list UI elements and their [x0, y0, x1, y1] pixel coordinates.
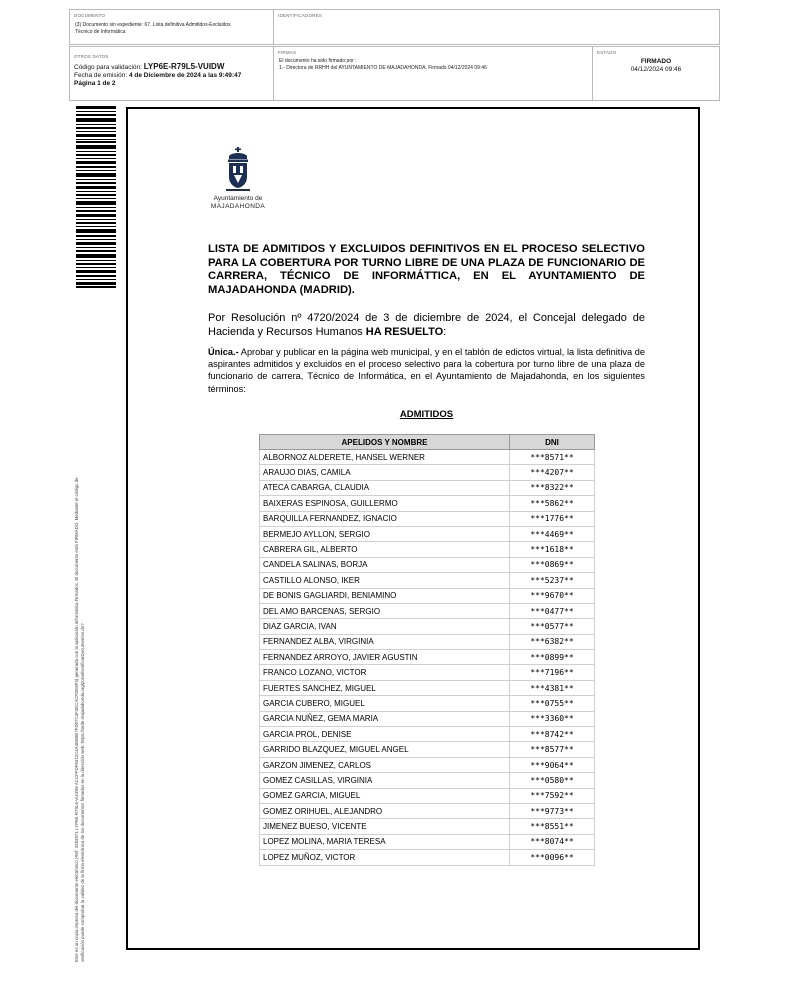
estado-date: 04/12/2024 09:46: [630, 66, 682, 73]
cell-name: CASTILLO ALONSO, IKER: [260, 573, 510, 588]
cell-name: GARCIA PROL, DENISE: [260, 727, 510, 742]
cell-name: CANDELA SALINAS, BORJA: [260, 557, 510, 572]
table-row: [260, 634, 595, 649]
header-identificadores-box: [273, 9, 720, 45]
cell-name: JIMENEZ BUESO, VICENTE: [260, 819, 510, 834]
cell-name: FRANCO LOZANO, VICTOR: [260, 665, 510, 680]
cell-dni: ***7196**: [510, 665, 595, 680]
column-header-name: APELIDOS Y NOMBRE: [260, 435, 510, 450]
table-row: [260, 542, 595, 557]
cell-name: CABRERA GIL, ALBERTO: [260, 542, 510, 557]
resolution-text: Por Resolución nº 4720/2024 de 3 de diciembre de 2024, el Concejal delegado de Hacienda y Recursos Humanos: [208, 312, 645, 338]
cell-dni: ***8571**: [510, 450, 595, 465]
unica-paragraph: [208, 346, 645, 395]
cell-name: BAIXERAS ESPINOSA, GUILLERMO: [260, 496, 510, 511]
table-row: [260, 803, 595, 818]
table-row: [260, 788, 595, 803]
firmas-label: FIRMAS: [278, 50, 297, 55]
cell-name: BERMEJO AYLLON, SERGIO: [260, 526, 510, 541]
unica-label: Única.-: [208, 347, 239, 357]
table-row: [260, 603, 595, 618]
cell-dni: ***0096**: [510, 850, 595, 865]
cell-name: ARAUJO DIAS, CAMILA: [260, 465, 510, 480]
cell-dni: ***4469**: [510, 526, 595, 541]
cell-dni: ***7592**: [510, 788, 595, 803]
cell-dni: ***0899**: [510, 650, 595, 665]
crown-crest-icon: [225, 147, 251, 193]
table-row: [260, 450, 595, 465]
codigo-label: Código para validación:: [74, 64, 142, 71]
table-row: [260, 465, 595, 480]
table-row: [260, 526, 595, 541]
header-estado-box: [592, 46, 720, 101]
cell-name: BARQUILLA FERNANDEZ, IGNACIO: [260, 511, 510, 526]
cell-dni: ***0580**: [510, 773, 595, 788]
documento-label: DOCUMENTO: [74, 13, 106, 18]
cell-name: FUERTES SANCHEZ, MIGUEL: [260, 680, 510, 695]
table-body: [260, 450, 595, 866]
resolution-end: :: [443, 325, 447, 338]
table-row: [260, 665, 595, 680]
identificadores-label: IDENTIFICADORES: [278, 13, 323, 18]
unica-text: Aprobar y publicar en la página web municipal, y en el tablón de edictos virtual, la lista definitiva de aspirantes admitidos y excluidos en el proceso selectivo para la cobertura por turno libre de una plaza de funcionario de carrera, Técnico de Informática, en el Ayuntamiento de Majadahonda, en los siguientes términos:: [208, 347, 645, 394]
fecha-label: Fecha de emisión:: [74, 72, 128, 79]
cell-dni: ***8074**: [510, 834, 595, 849]
table-row: [260, 588, 595, 603]
table-row: [260, 711, 595, 726]
cell-dni: ***8322**: [510, 480, 595, 495]
table-row: [260, 757, 595, 772]
table-row: [260, 650, 595, 665]
admitidos-table: [259, 434, 595, 866]
table-row: [260, 496, 595, 511]
table-row: [260, 850, 595, 865]
cell-name: GARRIDO BLAZQUEZ, MIGUEL ANGEL: [260, 742, 510, 757]
cell-dni: ***1776**: [510, 511, 595, 526]
documento-text: (3) Documento sin expediente: 67. Lista definitiva Admitidos-Excluidos Técnico de Informática: [75, 22, 231, 35]
table-row: [260, 573, 595, 588]
cell-name: GOMEZ CASILLAS, VIRGINIA: [260, 773, 510, 788]
cell-name: DIAZ GARCIA, IVAN: [260, 619, 510, 634]
table-row: [260, 557, 595, 572]
pagina-indicator: Página 1 de 2: [74, 80, 116, 87]
table-row: [260, 773, 595, 788]
codigo-value: LYP6E-R79L5-VUIDW: [143, 62, 225, 71]
cell-dni: ***0755**: [510, 696, 595, 711]
table-row: [260, 480, 595, 495]
cell-name: DEL AMO BARCENAS, SERGIO: [260, 603, 510, 618]
cell-name: DE BONIS GAGLIARDI, BENIAMINO: [260, 588, 510, 603]
table-row: [260, 619, 595, 634]
cell-dni: ***1618**: [510, 542, 595, 557]
section-title-admitidos: ADMITIDOS: [399, 409, 454, 420]
cell-name: LOPEZ MOLINA, MARIA TERESA: [260, 834, 510, 849]
barcode: [76, 106, 116, 288]
cell-name: GARZON JIMENEZ, CARLOS: [260, 757, 510, 772]
cell-dni: ***5237**: [510, 573, 595, 588]
table-row: [260, 696, 595, 711]
cell-name: LOPEZ MUÑOZ, VICTOR: [260, 850, 510, 865]
cell-dni: ***6382**: [510, 634, 595, 649]
header-firmas-box: [273, 46, 593, 101]
cell-dni: ***4207**: [510, 465, 595, 480]
cell-dni: ***8577**: [510, 742, 595, 757]
cell-name: ATECA CABARGA, CLAUDIA: [260, 480, 510, 495]
table-row: [260, 511, 595, 526]
document-page: [126, 107, 700, 950]
estado-label: ESTADO: [597, 50, 617, 55]
cell-dni: ***9670**: [510, 588, 595, 603]
table-row: [260, 680, 595, 695]
header-otros-box: [69, 46, 274, 101]
column-header-dni: DNI: [510, 435, 595, 450]
firmas-line2: 1.- Directora de RRHH del AYUNTAMIENTO DE MAJADAHONDA. Firmado 04/12/2024 09:46: [279, 65, 487, 71]
logo-line1: Ayuntamiento de: [213, 195, 263, 202]
cell-dni: ***4381**: [510, 680, 595, 695]
cell-dni: ***0869**: [510, 557, 595, 572]
cell-name: GARCIA NUÑEZ, GEMA MARIA: [260, 711, 510, 726]
cell-name: GARCIA CUBERO, MIGUEL: [260, 696, 510, 711]
table-row: [260, 834, 595, 849]
estado-value: FIRMADO: [640, 58, 672, 65]
cell-dni: ***0477**: [510, 603, 595, 618]
cell-dni: ***9064**: [510, 757, 595, 772]
logo-line2: MAJADAHONDA: [210, 203, 266, 210]
fecha-value: 4 de Diciembre de 2024 a las 9:49:47: [128, 72, 242, 79]
cell-dni: ***5862**: [510, 496, 595, 511]
table-row: [260, 742, 595, 757]
cell-dni: ***3360**: [510, 711, 595, 726]
side-verification-text: Este es un copia impresa del documento electrónico (Ref: 3283971 LYP6E-R79L5-VUIDW ACCFFDF8312C4A4EB5E7FD07C3F4ECACFDE8F3) generada con la aplicación informática Firmadoc. El documento está FIRMADO. Mediante el código de verificación puede comprobar la validez de la firma electrónica de los documentos firmados en la dirección web: https://sede.majadahonda.org/portal/verificarDocumentos.do?: [74, 477, 85, 962]
resolution-bold: HA RESUELTO: [365, 325, 444, 338]
table-header-row: [260, 435, 595, 450]
resolution-paragraph: [208, 312, 645, 339]
header-documento-box: [69, 9, 274, 45]
cell-dni: ***8551**: [510, 819, 595, 834]
cell-name: FERNANDEZ ARROYO, JAVIER AGUSTIN: [260, 650, 510, 665]
table-row: [260, 727, 595, 742]
otros-label: OTROS DATOS: [74, 54, 109, 59]
cell-name: GOMEZ ORIHUEL, ALEJANDRO: [260, 803, 510, 818]
cell-dni: ***0577**: [510, 619, 595, 634]
table-row: [260, 819, 595, 834]
document-title: LISTA DE ADMITIDOS Y EXCLUIDOS DEFINITIVOS EN EL PROCESO SELECTIVO PARA LA COBERTURA POR TURNO LIBRE DE UNA PLAZA DE FUNCIONARIO DE CARRERA, TÉCNICO DE INFORMÁTTICA, EN EL AYUNTAMIENTO DE MAJADAHONDA (MADRID).: [208, 243, 645, 296]
cell-name: FERNANDEZ ALBA, VIRGINIA: [260, 634, 510, 649]
firmas-line1: El documento ha sido firmado por :: [279, 58, 357, 64]
cell-dni: ***8742**: [510, 727, 595, 742]
cell-name: ALBORNOZ ALDERETE, HANSEL WERNER: [260, 450, 510, 465]
municipal-logo: [206, 147, 270, 217]
cell-name: GOMEZ GARCIA, MIGUEL: [260, 788, 510, 803]
cell-dni: ***9773**: [510, 803, 595, 818]
